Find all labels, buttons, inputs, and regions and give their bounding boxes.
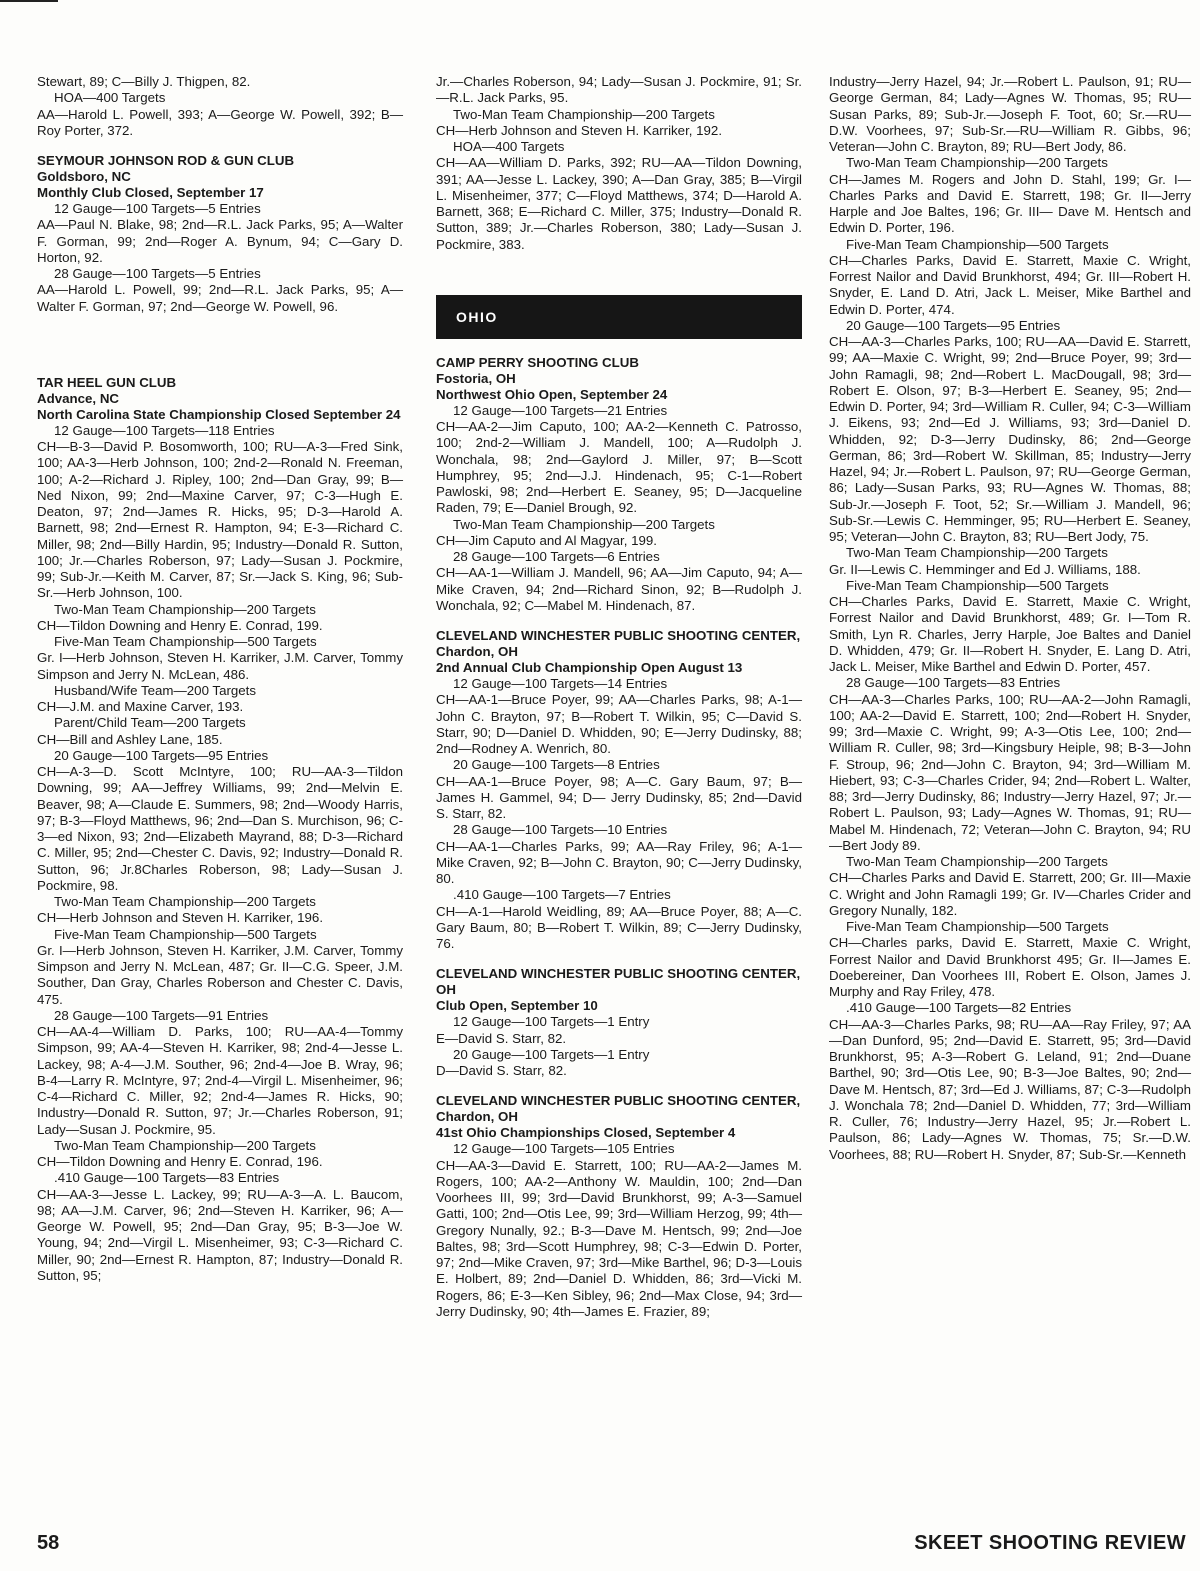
results-paragraph: CH—AA-1—William J. Mandell, 96; AA—Jim Caputo, 94; A—Mike Craven, 94; 2nd—Richard Sinon, 92; B—Rudolph J. Wonchala, 92; C—Mabel M. Hindenach, 87. (436, 565, 802, 613)
results-paragraph: D—David S. Starr, 82. (436, 1063, 567, 1078)
state-section-header: OHIO (436, 295, 802, 339)
event-subheading: 12 Gauge—100 Targets—21 Entries (453, 402, 668, 418)
page-number: 58 (37, 1532, 60, 1554)
column-left (37, 74, 403, 1284)
results-paragraph: CH—Jim Caputo and Al Magyar, 199. (436, 532, 657, 548)
spacer (37, 315, 403, 375)
event-heading: Monthly Club Closed, September 17 (37, 185, 264, 200)
column-middle-bottom (436, 355, 802, 1320)
event-subheading: Five-Man Team Championship—500 Targets (846, 577, 1109, 593)
event-subheading: Five-Man Team Championship—500 Targets (846, 236, 1109, 252)
results-paragraph: CH—A-1—Harold Weidling, 89; AA—Bruce Poyer, 88; A—C. Gary Baum, 80; B—Robert T. Wilkin, 89; C—Jerry Dudinsky, 76. (436, 903, 802, 951)
event-heading: Northwest Ohio Open, September 24 (436, 386, 668, 402)
column-middle-top (436, 74, 802, 253)
event-heading: Club Open, September 10 (436, 998, 598, 1014)
results-paragraph: Gr. II—Lewis C. Hemminger and Ed J. Williams, 188. (829, 561, 1141, 577)
event-subheading: Two-Man Team Championship—200 Targets (453, 516, 715, 532)
results-paragraph: CH—AA-3—Charles Parks, 100; RU—AA-2—John Ramagli, 100; AA-2—David E. Starrett, 100; 2nd—Robert H. Snyder, 99; 3rd—Maxie C. Wright, 99; A-3—Otis Lee, 100; 2nd—William R. Culler, 98; 3rd—Kingsbury Heiple, 98; B-3—John F. Stroup, 96; 2nd—John C. Brayton, 94; 3rd—William M. Hiebert, 93; C-3—Charles Crider, 94; 2nd—Robert L. Walter, 88; 3rd—Jerry Dudinsky, 86; Industry—Jerry Hazel, 97; Jr.—Robert L. Paulson, 93; Lady—Agnes W. Thomas, 91; RU—Mabel M. Hindenach, 72; Veteran—John C. Brayton, 94; RU—Bert Jody 89. (829, 691, 1191, 853)
results-paragraph: CH—Herb Johnson and Steven H. Karriker, 196. (37, 910, 324, 926)
event-subheading: Two-Man Team Championship—200 Targets (54, 894, 316, 909)
event-subheading: .410 Gauge—100 Targets—82 Entries (846, 1000, 1072, 1016)
results-paragraph: CH—AA-1—Bruce Poyer, 98; A—C. Gary Baum, 97; B—James H. Gammel, 94; D— Jerry Dudinsky, 85; 2nd—David S. Starr, 82. (436, 773, 802, 821)
spacer (436, 952, 802, 966)
event-subheading: 12 Gauge—100 Targets—105 Entries (453, 1141, 675, 1157)
results-paragraph: AA—Harold L. Powell, 99; 2nd—R.L. Jack Parks, 95; A—Walter F. Gorman, 97; 2nd—George W. Powell, 96. (37, 282, 403, 314)
results-paragraph: CH—J.M. and Maxine Carver, 193. (37, 699, 244, 714)
event-subheading: 20 Gauge—100 Targets—95 Entries (846, 317, 1061, 333)
results-paragraph: CH—Bill and Ashley Lane, 185. (37, 731, 223, 747)
event-subheading: Two-Man Team Championship—200 Targets (846, 545, 1108, 561)
results-paragraph: CH—Charles parks, David E. Starrett, Maxie C. Wright, Forrest Nailor and David Brunkhorst 495; Gr. II—James E. Doebereiner, Dan Voorhees III, Robert E. Olson, James J. Murphy and Ray Friley, 478. (829, 935, 1191, 999)
event-subheading: 20 Gauge—100 Targets—95 Entries (54, 747, 269, 763)
event-subheading: Five-Man Team Championship—500 Targets (54, 634, 317, 649)
results-paragraph: CH—AA-3—Jesse L. Lackey, 99; RU—A-3—A. L. Baucom, 98; AA—J.M. Carver, 96; 2nd—Steven H. Karriker, 96; A—George W. Powell, 95; 2nd—Dan Gray, 95; B-3—Joe W. Young, 94; 2nd—Virgil L. Misenheimer, 93; C-3—Richard C. Miller, 90; 2nd—Ernest R. Hampton, 87; Industry—Donald R. Sutton, 95; (37, 1186, 403, 1283)
results-paragraph: CH—AA-1—Charles Parks, 99; AA—Ray Friley, 96; A-1—Mike Craven, 92; B—John C. Brayton, 90; C—Jerry Dudinsky, 80. (436, 838, 802, 886)
club-name-heading: SEYMOUR JOHNSON ROD & GUN CLUB (37, 153, 295, 168)
spacer (436, 614, 802, 628)
results-paragraph: CH—AA-4—William D. Parks, 100; RU—AA-4—Tommy Simpson, 99; AA-4—Steven H. Karriker, 98; 2nd-4—Jesse L. Lackey, 98; A-4—J.M. Souther, 96; 2nd-4—Joe B. Wray, 96; B-4—Larry R. McIntyre, 97; 2nd-4—Virgil L. Misenheimer, 96; C-4—Richard C. Miller, 92; 2nd-4—James R. Hicks, 90; Industry—Donald R. Sutton, 97; Jr.—Charles Roberson, 91; Lady—Susan J. Pockmire, 95. (37, 1024, 403, 1137)
event-subheading: .410 Gauge—100 Targets—83 Entries (54, 1170, 280, 1186)
club-name-heading: CAMP PERRY SHOOTING CLUB (436, 354, 639, 370)
event-subheading: 12 Gauge—100 Targets—5 Entries (54, 201, 261, 216)
top-rule (0, 0, 58, 2)
results-paragraph: Gr. I—Herb Johnson, Steven H. Karriker, J.M. Carver, Tommy Simpson and Jerry N. McLean, 487; Gr. II—C.G. Speer, J.M. Souther, Dan Gray, Charles Roberson and Chester C. Davis, 475. (37, 942, 403, 1007)
results-paragraph: CH—AA-3—Charles Parks, 100; RU—AA—David E. Starrett, 99; AA—Maxie C. Wright, 99; 2nd—Bruce Poyer, 99; 3rd—John Ramagli, 98; 2nd—Robert L. MacDougall, 98; 3rd—Robert E. Olson, 97; B-3—Herbert E. Seaney, 95; 2nd—Edwin D. Porter, 94; 3rd—William R. Culler, 94; C-3—William J. Eikens, 93; 2nd—Ed J. Williams, 93; 3rd—Daniel D. Whidden, 92; D-3—Jerry Dudinsky, 86; 2nd—George German, 86; 3rd—Robert W. Skillman, 85; Industry—Jerry Hazel, 94; Jr.—Robert L. Paulson, 97; RU—George German, 86; Lady—Susan Parks, 93; RU—Agnes W. Thomas, 88; Sub-Jr.—Joseph F. Toot, 52; Sr.—William J. Mandell, 96; Sub-Sr.—Lewis C. Hemminger, 95; RU—Herbert E. Seaney, 95; Veteran—John C. Brayton, 83; RU—Bert Jody, 75. (829, 334, 1191, 544)
results-paragraph: CH—Charles Parks and David E. Starrett, 200; Gr. III—Maxie C. Wright and John Ramagli 199; Gr. IV—Charles Crider and Gregory Nunally, 182. (829, 870, 1191, 918)
event-subheading: 12 Gauge—100 Targets—118 Entries (54, 422, 275, 438)
event-subheading: .410 Gauge—100 Targets—7 Entries (453, 887, 671, 903)
event-subheading: 12 Gauge—100 Targets—14 Entries (453, 676, 668, 691)
event-subheading: 28 Gauge—100 Targets—91 Entries (54, 1007, 269, 1023)
event-subheading: HOA—400 Targets (453, 139, 565, 154)
results-paragraph: AA—Harold L. Powell, 393; A—George W. Powell, 392; B—Roy Porter, 372. (37, 106, 403, 138)
event-subheading: 28 Gauge—100 Targets—10 Entries (453, 822, 668, 838)
event-subheading: HOA—400 Targets (54, 90, 166, 106)
magazine-title: SKEET SHOOTING REVIEW (914, 1532, 1186, 1554)
club-name-heading: CLEVELAND WINCHESTER PUBLIC SHOOTING CENTER, Chardon, OH (436, 1093, 801, 1125)
column-middle (436, 74, 802, 1320)
event-heading: Goldsboro, NC (37, 169, 131, 184)
results-paragraph: Jr.—Charles Roberson, 94; Lady—Susan J. Pockmire, 91; Sr.—R.L. Jack Parks, 95. (436, 74, 802, 106)
event-subheading: Two-Man Team Championship—200 Targets (846, 155, 1108, 171)
results-paragraph: CH—James M. Rogers and John D. Stahl, 199; Gr. I—Charles Parks and David E. Starrett, 198; Gr. II—Jerry Harple and Joe Baltes, 196; Gr. III— Dave M. Hentsch and Edwin D. Porter, 196. (829, 171, 1191, 236)
event-subheading: Husband/Wife Team—200 Targets (54, 682, 257, 698)
results-paragraph: CH—AA—William D. Parks, 392; RU—AA—Tildon Downing, 391; AA—Jesse L. Lackey, 390; A—Dan Gray, 385; B—Virgil L. Misenheimer, 377; C—Floyd Matthews, 374; D—Harold A. Barnett, 368; E—Richard C. Miller, 375; Industry—Donald R. Sutton, 389; Jr.—Charles Roberson, 380; Lady—Susan J. Pockmire, 383. (436, 155, 802, 252)
results-paragraph: CH—AA-3—David E. Starrett, 100; RU—AA-2—James M. Rogers, 100; AA-2—Anthony W. Mauldin, 100; 2nd—Dan Voorhees III, 99; 3rd—David Brunkhorst, 99; A-3—Samuel Gatti, 100; 2nd—Otis Lee, 99; 3rd—William Herzog, 99; 4th—Gregory Nunally, 92.; B-3—Dave M. Hentsch, 99; 2nd—Joe Baltes, 98; 3rd—Scott Humphrey, 98; C-3—Edwin D. Porter, 97; 2nd—Mike Craven, 97; 3rd—Mike Barthel, 96; D-3—Louis E. Holbert, 89; 2nd—Daniel D. Whidden, 86; 3rd—Vicki M. Rogers, 86; E-3—Ken Sibley, 96; 2nd—Max Close, 94; 3rd—Jerry Dudinsky, 90; 4th—James E. Frazier, 89; (436, 1157, 802, 1319)
results-paragraph: CH—Tildon Downing and Henry E. Conrad, 196. (37, 1154, 323, 1169)
event-heading: 2nd Annual Club Championship Open August 13 (436, 660, 743, 675)
results-paragraph: CH—AA-2—Jim Caputo, 100; AA-2—Kenneth C. Patrosso, 100; 2nd-2—William J. Mandell, 100; A—Rudolph J. Wonchala, 98; 2nd—Gaylord J. Miller, 97; B—Scott Humphrey, 95; 2nd—J.J. Hindenach, 95; C-1—Robert Pawloski, 98; 2nd—Herbert E. Seaney, 95; D—Jacqueline Raden, 79; E—Daniel Brough, 92. (436, 419, 802, 516)
event-subheading: Two-Man Team Championship—200 Targets (54, 1137, 316, 1153)
results-paragraph: CH—Tildon Downing and Henry E. Conrad, 199. (37, 617, 323, 633)
event-heading: Advance, NC (37, 390, 120, 406)
event-subheading: Five-Man Team Championship—500 Targets (54, 926, 317, 942)
event-subheading: Two-Man Team Championship—200 Targets (846, 854, 1108, 869)
event-subheading: 28 Gauge—100 Targets—83 Entries (846, 675, 1061, 691)
event-subheading: 20 Gauge—100 Targets—8 Entries (453, 757, 660, 773)
event-heading: 41st Ohio Championships Closed, September 4 (436, 1125, 736, 1141)
club-name-heading: TAR HEEL GUN CLUB (37, 374, 177, 390)
event-subheading: 28 Gauge—100 Targets—6 Entries (453, 549, 660, 564)
results-paragraph: Industry—Jerry Hazel, 94; Jr.—Robert L. Paulson, 91; RU—George German, 84; Lady—Agnes W. Thomas, 95; RU—Susan Parks, 89; Sub-Jr.—Joseph F. Toot, 60; Sr.—RU—D.W. Voorhees, 97; Sub-Sr.—RU—William R. Gibbs, 96; Veteran—John C. Brayton, 89; RU—Bert Jody, 86. (829, 74, 1191, 154)
results-paragraph: E—David S. Starr, 82. (436, 1030, 567, 1046)
spacer (37, 139, 403, 153)
results-paragraph: Stewart, 89; C—Billy J. Thigpen, 82. (37, 74, 251, 89)
event-heading: North Carolina State Championship Closed September 24 (37, 406, 401, 422)
column-right (829, 74, 1191, 1163)
results-paragraph: CH—Herb Johnson and Steven H. Karriker, 192. (436, 122, 723, 138)
results-paragraph: AA—Paul N. Blake, 98; 2nd—R.L. Jack Parks, 95; A—Walter F. Gorman, 99; 2nd—Roger A. Bynum, 94; C—Gary D. Horton, 92. (37, 217, 403, 265)
spacer (436, 1079, 802, 1093)
event-subheading: Two-Man Team Championship—200 Targets (54, 601, 316, 617)
event-subheading: 20 Gauge—100 Targets—1 Entry (453, 1046, 650, 1062)
event-subheading: 12 Gauge—100 Targets—1 Entry (453, 1014, 650, 1030)
results-paragraph: CH—Charles Parks, David E. Starrett, Maxie C. Wright, Forrest Nailor and David Brunkhorst, 489; Gr. I—Tom R. Smith, Lyn R. Charles, Jerry Harple, Joe Baltes and Daniel D. Whidden, 479; Gr. II—Robert H. Snyder, E. Lang D. Atri, Jack L. Meiser, Mike Barthel and Edwin D. Porter, 457. (829, 594, 1191, 674)
event-heading: Fostoria, OH (436, 370, 516, 386)
results-paragraph: CH—AA-3—Charles Parks, 98; RU—AA—Ray Friley, 97; AA—Dan Dunford, 95; 2nd—David E. Starrett, 95; 3rd—David Brunkhorst, 95; A-3—Robert G. Leland, 91; 2nd—Duane Barthel, 90; 3rd—Otis Lee, 90; B-3—Joe Baltes, 90; 2nd—Dave M. Hentsch, 87; 3rd—Ed J. Williams, 87; C-3—Rudolph J. Wonchala 78; 2nd—Daniel D. Whidden, 77; 3rd—William R. Culler, 76; Industry—Jerry Hazel, 95; Jr.—Robert L. Paulson, 86; Lady—Agnes W. Thomas, 75; Sr.—D.W. Voorhees, 88; RU—Robert H. Snyder, 87; Sub-Sr.—Kenneth (829, 1016, 1191, 1162)
event-subheading: Five-Man Team Championship—500 Targets (846, 919, 1109, 934)
event-subheading: 28 Gauge—100 Targets—5 Entries (54, 266, 261, 281)
results-paragraph: CH—AA-1—Bruce Poyer, 99; AA—Charles Parks, 98; A-1—John C. Brayton, 97; B—Robert T. Wilkin, 95; C—David S. Starr, 90; D—Daniel D. Whidden, 90; E—Jerry Dudinsky, 88; 2nd—Rodney A. Wenrich, 80. (436, 692, 802, 756)
event-subheading: Two-Man Team Championship—200 Targets (453, 106, 715, 122)
results-paragraph: CH—A-3—D. Scott McIntyre, 100; RU—AA-3—Tildon Downing, 99; AA—Jeffrey Williams, 99; 2nd—Melvin E. Beaver, 98; A—Claude E. Summers, 98; 2nd—Woody Harris, 97; B-3—Floyd Matthews, 96; 2nd—Dan S. Murchison, 96; C-3—ed Nixon, 93; 2nd—Elizabeth Mayrand, 88; D-3—Richard C. Miller, 95; 2nd—Chester C. Davis, 92; Industry—Donald R. Sutton, 96; Jr.8Charles Roberson, 98; Lady—Susan J. Pockmire, 98. (37, 764, 403, 893)
club-name-heading: CLEVELAND WINCHESTER PUBLIC SHOOTING CENTER, OH (436, 966, 801, 998)
results-paragraph: CH—B-3—David P. Bosomworth, 100; RU—A-3—Fred Sink, 100; AA-3—Herb Johnson, 100; 2nd-2—Ronald N. Freeman, 100; A-2—Richard J. Ripley, 100; 2nd—Dan Gray, 99; B—Ned Nixon, 99; 2nd—Maxine Carver, 97; C-3—Hugh E. Deaton, 97; 2nd—James R. Hicks, 95; D-3—Harold A. Barnett, 98; 2nd—Ernest R. Hampton, 94; E-3—Richard C. Miller, 98; 2nd—Billy Hardin, 95; Industry—Donald R. Sutton, 100; Jr.—Charles Roberson, 97; Lady—Susan J. Pockmire, 99; Sub-Jr.—Keith M. Carver, 87; Sr.—Jack S. King, 96; Sub-Sr.—Herb Johnson, 100. (37, 439, 403, 601)
results-paragraph: CH—Charles Parks, David E. Starrett, Maxie C. Wright, Forrest Nailor and David Brunkhorst, 494; Gr. III—Robert H. Snyder, E. Land D. Atri, Jack L. Meiser, Mike Barthel and Edwin D. Porter, 474. (829, 252, 1191, 317)
event-subheading: Parent/Child Team—200 Targets (54, 715, 246, 731)
club-name-heading: CLEVELAND WINCHESTER PUBLIC SHOOTING CENTER, Chardon, OH (436, 628, 801, 659)
results-paragraph: Gr. I—Herb Johnson, Steven H. Karriker, J.M. Carver, Tommy Simpson and Jerry N. McLean, 486. (37, 650, 403, 682)
